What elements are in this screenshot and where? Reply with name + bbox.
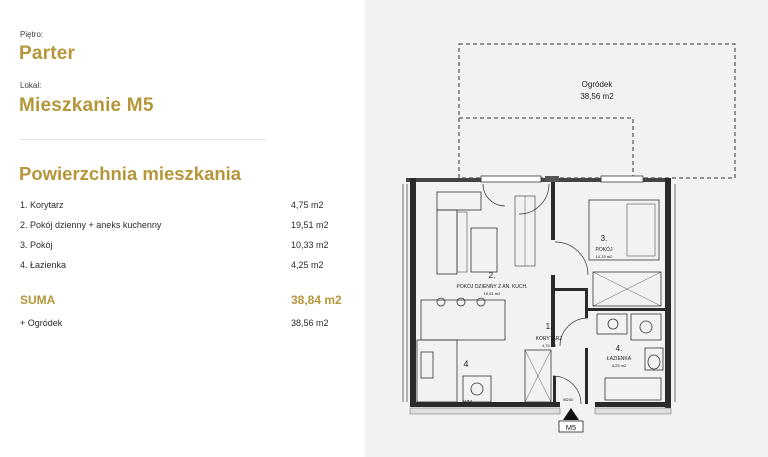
garden-area: 38,56 m2: [291, 318, 329, 328]
svg-text:19,51 m2: 19,51 m2: [483, 291, 501, 296]
kitchen-counter: [417, 340, 551, 402]
sum-label: SUMA: [20, 293, 56, 307]
svg-text:4.: 4.: [615, 344, 623, 353]
room-area: 4,25 m2: [291, 260, 324, 270]
garden-area-label: 38,56 m2: [580, 92, 614, 101]
room-name: 3. Pokój: [20, 240, 53, 250]
garden-label: + Ogródek: [20, 318, 63, 328]
sum-area: 38,84 m2: [291, 293, 342, 307]
room-label-3: [596, 234, 614, 259]
svg-text:10,33 m2: 10,33 m2: [595, 254, 613, 259]
entrance-label: M5: [565, 423, 577, 432]
room-area: 4,75 m2: [291, 200, 324, 210]
kitchen-mark: 4: [463, 359, 469, 369]
entrance-marker: [559, 397, 583, 432]
floor-plan: [365, 0, 768, 457]
svg-text:KORYTARZ: KORYTARZ: [535, 336, 563, 342]
room-area: 19,51 m2: [291, 220, 329, 230]
svg-text:200: 200: [566, 397, 574, 402]
svg-text:3.: 3.: [600, 234, 608, 243]
floor-value: Parter: [19, 43, 76, 64]
svg-text:4,75 m2: 4,75 m2: [541, 343, 557, 348]
room-name: 2. Pokój dzienny + aneks kuchenny: [20, 220, 162, 230]
room-row: [20, 200, 350, 214]
svg-text:ŁAZIENKA: ŁAZIENKA: [606, 356, 632, 362]
garden-area: [459, 44, 735, 178]
info-panel: [0, 0, 365, 457]
room-label-4: [607, 344, 632, 368]
svg-text:2.: 2.: [488, 271, 496, 280]
svg-text:POKÓJ DZIENNY Z AN. KUCH.: POKÓJ DZIENNY Z AN. KUCH.: [456, 284, 528, 290]
svg-text:4,25 m2: 4,25 m2: [611, 363, 627, 368]
svg-text:90: 90: [562, 397, 568, 402]
unit-label: Lokal:: [20, 81, 42, 90]
area-section-title: Powierzchnia mieszkania: [19, 163, 242, 184]
floor-plan-panel: [365, 0, 768, 457]
room-row: [20, 240, 350, 254]
interior-walls: [551, 182, 665, 404]
room-label-2: [456, 271, 527, 296]
sum-row: [20, 293, 350, 307]
room-name: 4. Łazienka: [20, 260, 67, 270]
wm-label: WM: [463, 400, 472, 406]
unit-value: Mieszkanie M5: [19, 95, 154, 116]
room-name: 1. Korytarz: [20, 200, 64, 210]
living-furniture: [421, 192, 535, 340]
floor-label: Piętro:: [20, 30, 44, 39]
garden-name: Ogródek: [581, 80, 613, 89]
svg-text:POKÓJ: POKÓJ: [595, 247, 613, 253]
garden-row: [20, 318, 350, 332]
divider: [20, 139, 266, 140]
svg-text:1.: 1.: [545, 322, 553, 331]
bedroom-furniture: [589, 200, 661, 306]
room-label-1: [536, 322, 563, 348]
room-row: [20, 260, 350, 274]
room-area: 10,33 m2: [291, 240, 329, 250]
room-row: [20, 220, 350, 234]
